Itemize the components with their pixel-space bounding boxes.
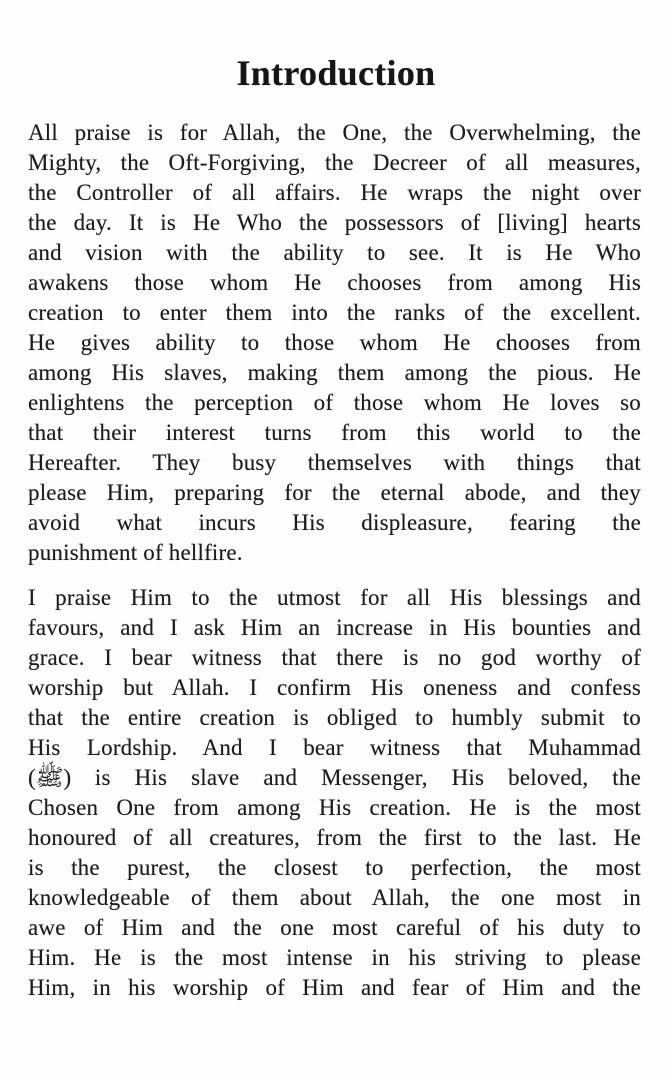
page-title: Introduction — [236, 53, 436, 93]
text-line: the Controller of all affairs. He wraps the night over — [28, 180, 641, 206]
text-line: punishment of hellfire. — [28, 540, 243, 566]
text-line: He gives ability to those whom He chooses from — [28, 330, 641, 356]
text-line: please Him, preparing for the eternal abode, and they — [28, 480, 641, 506]
text-line: enlightens the perception of those whom He loves so — [28, 390, 641, 416]
text-line: creation to enter them into the ranks of the excellent. — [28, 300, 641, 326]
text-line: honoured of all creatures, from the first to the last. He — [28, 825, 641, 851]
text-line: favours, and I ask Him an increase in His bounties and — [28, 615, 641, 641]
text-line: awe of Him and the one most careful of his duty to — [28, 915, 641, 941]
text-line: awakens those whom He chooses from among His — [28, 270, 641, 296]
text-line: worship but Allah. I confirm His oneness and confess — [28, 675, 641, 701]
text-line: that their interest turns from this world to the — [28, 420, 641, 446]
text-line: and vision with the ability to see. It is He Who — [28, 240, 641, 266]
text-line: grace. I bear witness that there is no god worthy of — [28, 645, 641, 671]
paragraph-2 — [28, 583, 641, 1003]
text-line: Him. He is the most intense in his striving to please — [28, 945, 641, 971]
text-line: I praise Him to the utmost for all His blessings and — [28, 585, 641, 611]
text-line: avoid what incurs His displeasure, fearing the — [28, 510, 641, 536]
text-line: is the purest, the closest to perfection, the most — [28, 855, 641, 881]
text-line: (ﷺ) is His slave and Messenger, His beloved, the — [28, 765, 641, 791]
text-line: that the entire creation is obliged to humbly submit to — [28, 705, 641, 731]
text-line: Mighty, the Oft-Forgiving, the Decreer of all measures, — [28, 150, 641, 176]
page-body — [28, 118, 641, 1003]
text-line: Chosen One from among His creation. He is the most — [28, 795, 641, 821]
text-line: Him, in his worship of Him and fear of Him and the — [28, 975, 641, 1001]
text-line: Hereafter. They busy themselves with things that — [28, 450, 641, 476]
paragraph-1 — [28, 118, 641, 568]
text-line: His Lordship. And I bear witness that Muhammad — [28, 735, 641, 761]
text-line: All praise is for Allah, the One, the Overwhelming, the — [28, 120, 641, 146]
text-line: knowledgeable of them about Allah, the one most in — [28, 885, 641, 911]
text-line: the day. It is He Who the possessors of [living] hearts — [28, 210, 641, 236]
text-line: among His slaves, making them among the pious. He — [28, 360, 641, 386]
